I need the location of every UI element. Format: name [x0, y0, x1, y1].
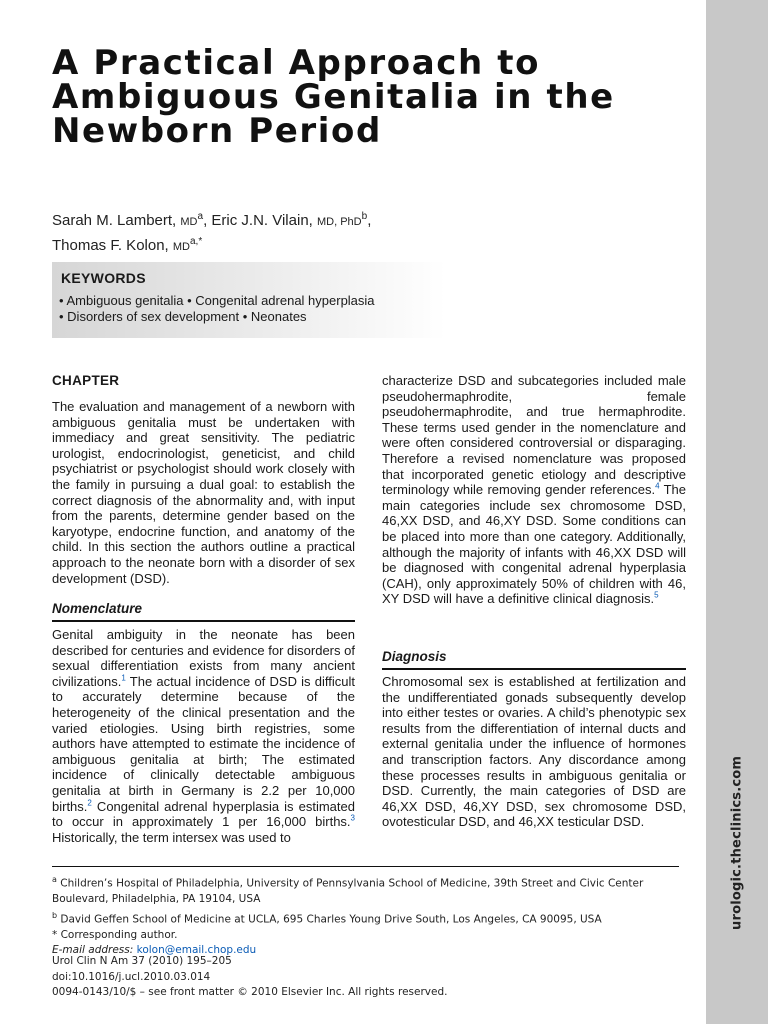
article-title: A Practical Approach to Ambiguous Genitalia in the Newborn Period	[52, 43, 615, 151]
reference-link[interactable]: 2	[87, 798, 92, 808]
nomenclature-heading: Nomenclature	[52, 601, 143, 616]
reference-link[interactable]: 3	[350, 813, 355, 823]
affiliation-marker: b	[52, 910, 58, 920]
nomenclature-paragraph	[52, 627, 355, 845]
footnote-text: David Geffen School of Medicine at UCLA, 695 Charles Young Drive South, Los Angeles, CA 90095, USA	[57, 913, 602, 925]
doi[interactable]: doi:10.1016/j.ucl.2010.03.014	[52, 970, 211, 983]
paragraph-text: Historically, the term intersex was used to	[52, 829, 291, 845]
email-label: E-mail address:	[52, 944, 137, 956]
paragraph-text: The main categories include sex chromosome DSD, 46,XX DSD, and 46,XY DSD. Some conditions can be placed into more than one category. Additionally, although the majority of infants with 46,XX DSD will be diagnosed with congenital adrenal hyperplasia (CAH), only approximately 50% of children with 46, XY DSD will have a definitive clinical diagnosis.	[382, 482, 686, 607]
keywords-line: • Ambiguous genitalia • Congenital adrenal hyperplasia	[59, 293, 375, 308]
author-degree: MD	[180, 216, 198, 228]
author-name: Sarah M. Lambert,	[52, 212, 181, 229]
copyright: 0094-0143/10/$ – see front matter © 2010 Elsevier Inc. All rights reserved.	[52, 986, 448, 998]
affiliation-marker: a	[52, 875, 57, 884]
citation-block	[52, 954, 447, 1001]
reference-link[interactable]: 5	[654, 590, 659, 600]
reference-link[interactable]: 4	[655, 481, 660, 491]
footnote-a	[52, 872, 682, 908]
email-link[interactable]: kolon@email.chop.edu	[136, 944, 257, 956]
author-list	[52, 207, 612, 257]
author-degree: MD	[172, 241, 190, 253]
author-degree: MD, PhD	[317, 216, 362, 228]
footnote-text: Children’s Hospital of Philadelphia, University of Pennsylvania School of Medicine, 39th Street and Civic Center Boulevard, Philadelphia, PA 19104, USA	[52, 877, 644, 905]
paragraph-text: characterize DSD and subcategories included male pseudohermaphrodite, female pseudohermaphrodite, and true hermaphrodite. These terms used gender in the nomenclature and were often considered controversial or disparaging. Therefore a revised nomenclature was proposed that incorporated genetic etiology and descriptive terminology while removing gender references.	[382, 373, 686, 498]
paragraph-text: The evaluation and management of a newborn with ambiguous genitalia must be undertaken with immediacy and great sensitivity. The pediatric urologist, endocrinologist, geneticist, and child psychiatrist or psychologist should work closely with the family in pursuing a dual goal: to establish the correct diagnosis of the abnormality and, with input from the parents, determine gender based on the karyotype, endocrine function, and anatomy of the child. In this section the authors outline a practical approach to the neonate born with a disorder of sex development (DSD).	[52, 399, 355, 586]
separator: ,	[203, 212, 212, 229]
footnote-rule	[52, 866, 679, 867]
author-name: Thomas F. Kolon,	[52, 237, 173, 254]
reference-link[interactable]: 1	[121, 673, 126, 683]
keywords-heading: KEYWORDS	[61, 270, 146, 286]
right-column-paragraph	[382, 373, 686, 607]
paragraph-text: The actual incidence of DSD is difficult to accurately determine because of the heterogeneity of the clinical presentation and the varied etiologies. Using birth registries, some authors have attempted to estimate the incidence of ambiguous genitalia at birth; The estimated incidence of clinically detectable ambiguous genitalia at birth in Germany is 2.2 per 10,000 births.	[52, 673, 355, 814]
footnote-b	[52, 908, 682, 928]
diagnosis-heading: Diagnosis	[382, 649, 447, 664]
affiliation-marker: a	[197, 211, 204, 222]
author-name: Eric J.N. Vilain,	[211, 212, 317, 229]
section-rule	[382, 668, 686, 670]
journal-url-text: urologic.theclinics.com	[729, 755, 745, 930]
section-rule	[52, 620, 355, 622]
separator: ,	[367, 212, 372, 229]
affiliation-marker: a,*	[190, 236, 203, 247]
footnotes	[52, 872, 682, 959]
chapter-heading: CHAPTER	[52, 373, 120, 388]
paragraph-text: Chromosomal sex is established at fertilization and the undifferentiated gonads subsequently develop into either testes or ovaries. A child’s phenotypic sex results from the differentiation of internal ducts and external genitalia under the influence of hormones and transcription factors. Any discordance among these processes results in ambiguous genitalia or DSD. Currently, the main categories of DSD are 46,XX DSD, 46,XY DSD, sex chromosome DSD, ovotesticular DSD, and 46,XX testicular DSD.	[382, 674, 686, 830]
diagnosis-paragraph	[382, 674, 686, 830]
paragraph-text: Congenital adrenal hyperplasia is estimated to occur in approximately 1 per 16,000 births.	[52, 798, 355, 830]
affiliation-marker: b	[361, 211, 368, 222]
keywords-box	[52, 262, 446, 338]
journal-citation: Urol Clin N Am 37 (2010) 195–205	[52, 955, 232, 967]
paragraph-text: Genital ambiguity in the neonate has been described for centuries and evidence for disorders of sexual differentiation exists from many ancient civilizations.	[52, 627, 355, 689]
corresponding-author: * Corresponding author.	[52, 928, 178, 941]
chapter-paragraph	[52, 399, 355, 586]
keywords-line: • Disorders of sex development • Neonates	[59, 309, 307, 324]
